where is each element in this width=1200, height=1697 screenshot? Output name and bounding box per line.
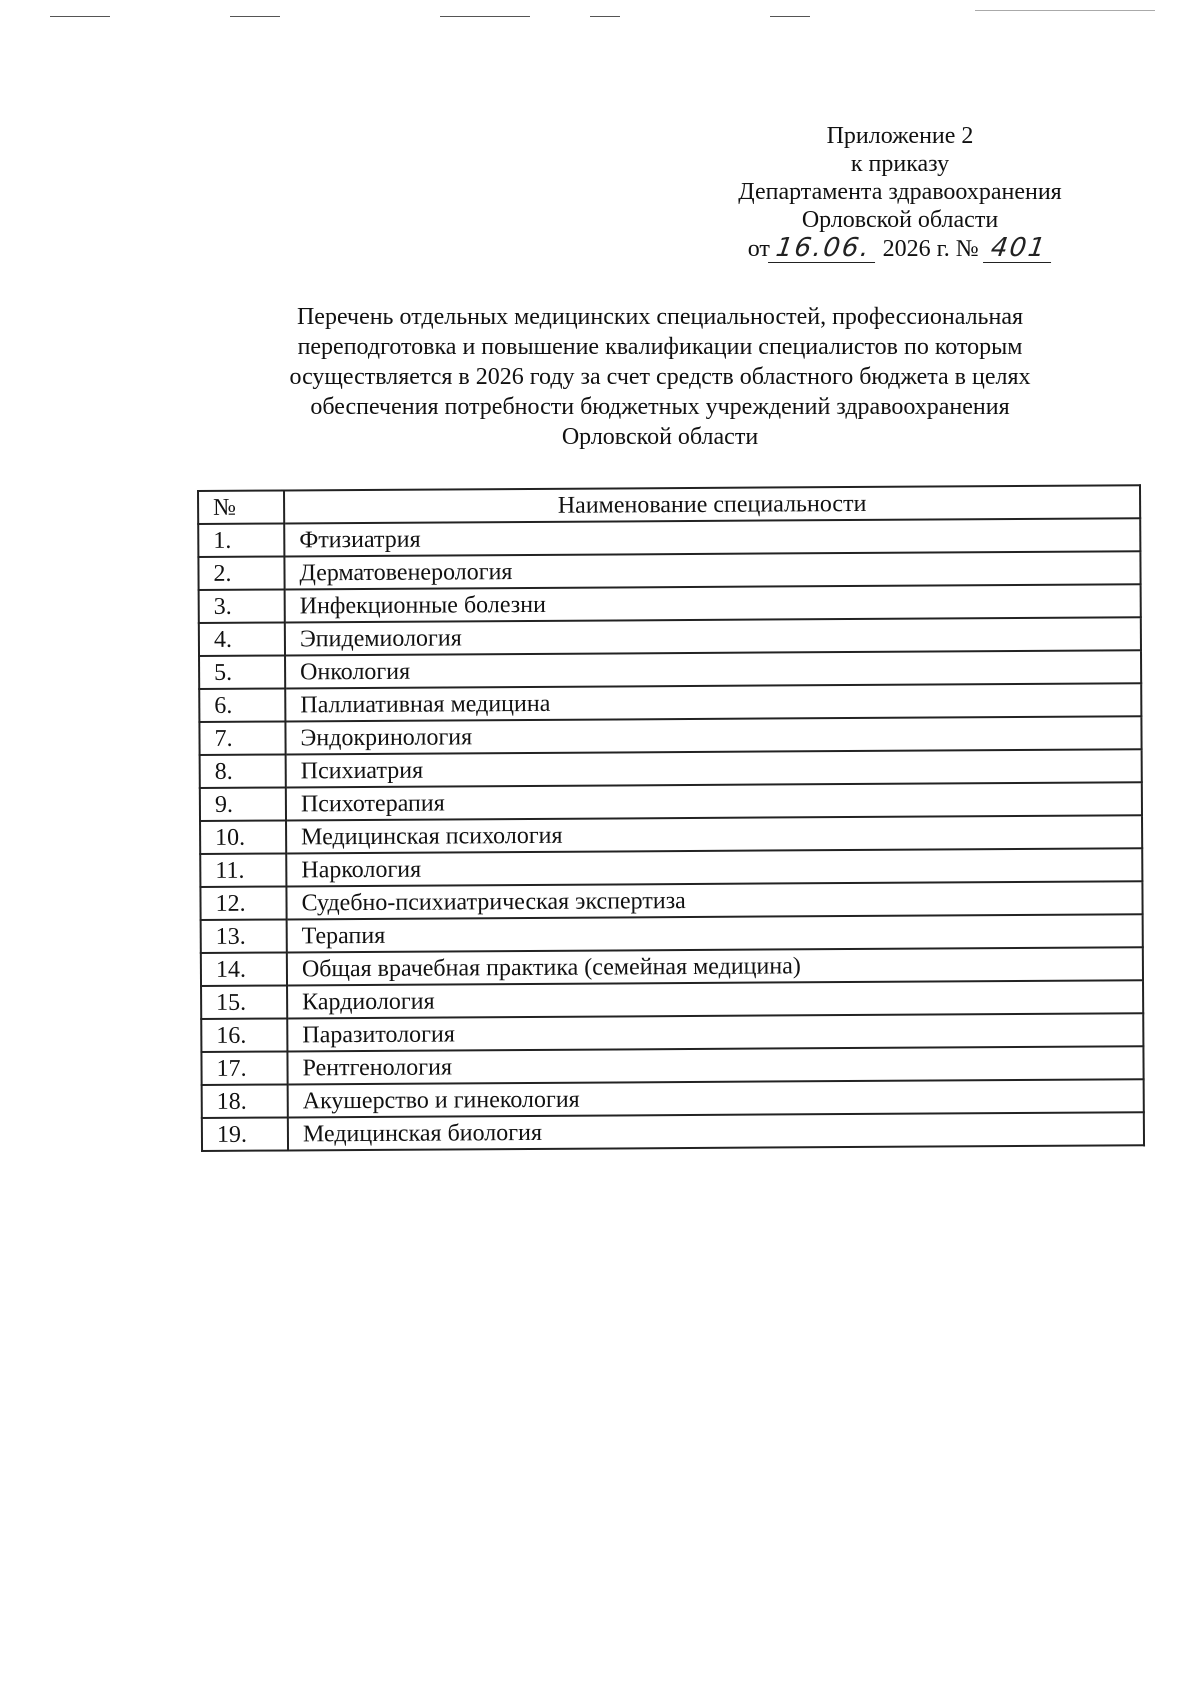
row-specialty-name: Паразитология [287,1013,1143,1051]
header-number: № [198,490,284,524]
row-specialty-name: Кардиология [287,980,1143,1018]
row-number: 10. [200,820,286,854]
row-number: 19. [202,1117,288,1151]
title-line: обеспечения потребности бюджетных учреждений здравоохранения [310,394,1010,420]
row-number: 5. [199,655,285,689]
row-specialty-name: Паллиативная медицина [285,683,1141,721]
appendix-region: Орловской области [801,207,999,233]
row-number: 6. [199,688,285,722]
row-number: 4. [199,622,285,656]
row-specialty-name: Рентгенология [287,1046,1143,1084]
title-line: Орловской области [561,424,759,450]
row-number: 3. [199,589,285,623]
scan-artifact [440,16,530,17]
appendix-number: Приложение 2 [826,123,974,149]
appendix-date-line [680,234,1120,263]
table-body [198,518,1144,1151]
title-line: осуществляется в 2026 году за счет средств областного бюджета в целях [289,364,1031,390]
scan-artifact [230,16,280,17]
row-number: 2. [198,556,284,590]
row-specialty-name: Эпидемиология [285,617,1141,655]
appendix-department: Департамента здравоохранения [738,179,1062,205]
row-specialty-name: Акушерство и гинекология [288,1079,1144,1117]
row-number: 9. [200,787,286,821]
row-number: 14. [201,952,287,986]
row-specialty-name: Наркология [286,848,1142,886]
row-specialty-name: Общая врачебная практика (семейная медицина) [287,947,1143,985]
row-specialty-name: Судебно-психиатрическая экспертиза [286,881,1142,919]
row-specialty-name: Медицинская психология [286,815,1142,853]
year-suffix: 2026 г. № [882,236,979,262]
row-number: 18. [202,1084,288,1118]
scan-artifact [50,16,110,17]
row-specialty-name: Дерматовенерология [284,551,1140,589]
title-line: переподготовка и повышение квалификации специалистов по которым [297,334,1023,360]
row-specialty-name: Психотерапия [286,782,1142,820]
row-number: 13. [201,919,287,953]
handwritten-date: 16.06. [768,234,879,263]
scan-artifact [770,16,810,17]
row-number: 12. [200,886,286,920]
appendix-header [680,122,1120,263]
date-prefix: от [747,236,770,262]
row-number: 17. [201,1051,287,1085]
row-number: 11. [200,853,286,887]
title-line: Перечень отдельных медицинских специальностей, профессиональная [296,304,1024,330]
row-specialty-name: Медицинская биология [288,1112,1144,1150]
row-specialty-name: Эндокринология [285,716,1141,754]
row-number: 1. [198,523,284,557]
row-number: 7. [199,721,285,755]
row-specialty-name: Терапия [287,914,1143,952]
handwritten-order-number: 401 [983,234,1055,263]
row-number: 15. [201,985,287,1019]
document-title [200,302,1120,452]
table-row [202,1112,1144,1151]
row-specialty-name: Фтизиатрия [284,518,1140,556]
scan-artifact [590,16,620,17]
row-specialty-name: Инфекционные болезни [285,584,1141,622]
scan-artifact [975,10,1155,11]
header-specialty-name: Наименование специальности [284,485,1140,523]
specialties-table [197,484,1145,1152]
row-specialty-name: Онкология [285,650,1141,688]
row-number: 8. [200,754,286,788]
row-number: 16. [201,1018,287,1052]
appendix-order-ref: к приказу [850,151,950,177]
row-specialty-name: Психиатрия [286,749,1142,787]
